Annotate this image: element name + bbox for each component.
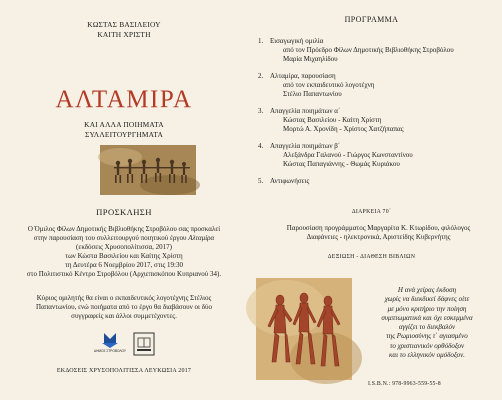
library-logo [133,332,155,356]
program-item-title: Αντιφωνήσεις [270,177,310,185]
quote-line: Η ανά χείρας έκδοση [397,286,457,294]
author-2: ΚΑΙΤΗ ΧΡΙΣΤΗ [97,30,151,39]
program-item-number: 4. [258,142,264,150]
presentation-credits [256,224,501,242]
invitation-line-1: Ο Όμιλος Φίλων Δημοτικής Βιβλιοθήκης Στροβόλου σας προσκαλεί [27,225,221,233]
invitation-line-4: των Κώστα Βασιλείου και Καίτης Χρίστη [65,252,183,260]
quote-line: το χριστιανικόν ορθόδοξον [389,341,465,350]
program-item-number: 5. [258,177,264,185]
presentation-credit: Παρουσίαση προγράμματος Μαργαρίτα Κ. Κτωρίδου, φιλόλογος [286,224,471,232]
program-item-title: Απαγγελία ποιημάτων α΄ [270,107,341,115]
invitation-text [0,225,262,279]
cave-painting-image [100,145,196,195]
program-item-detail: από τον εκπαιδευτικό λογοτέχνη [283,81,375,89]
program-item-detail: από τον Πρόεδρο Φίλων Δημοτικής Βιβλιοθήκης Στροβόλου [283,46,454,54]
rock-art-figures-image [256,278,352,380]
duration: ΔΙΑΡΚΕΙΑ 70΄ [351,209,392,215]
subtitle-line-2: ΣΥΛΛΕΙΤΟΥΡΓΗΜΑΤΑ [84,129,164,139]
program-panel [248,0,495,400]
speaker-note: Κύριος ομιλητής θα είναι ο εκπαιδευτικός λογοτέχνης Στέλιος Παπαντωνίου, ενώ ποιήματα από το έργο θα διαβάσουν οι δύο συγγραφείς και άλλοι συμμετέχοντες. [36,294,212,320]
program-item-detail: Αλεξάνδρα Γαλανού - Γιώργος Κωνσταντίνου [283,151,413,159]
invitation-date: τη Δευτέρα 6 Νοεμβρίου 2017, στις 19:30 [65,261,183,269]
program-item [258,37,498,64]
program-item-title: Απαγγελία ποιημάτων β΄ [270,142,341,150]
isbn: I.S.B.N.: 978-9963-559-55-8 [368,381,441,387]
program-item-number: 1. [258,37,264,45]
quote-line: συμπτωματικά και όχι εσκεμμένα [381,313,473,322]
book-title: ΑΛΤΑΜΙΡΑ [55,86,193,113]
quote-line: αγγίζει το διεκβαλόν [398,323,456,332]
program-item [258,142,498,169]
reception-note: ΔΕΞΙΩΣΗ - ΔΙΑΘΕΣΗ ΒΙΒΛΙΩΝ [327,254,416,260]
quote-line: με μόνο κριτήριο την ποίηση [387,304,467,313]
book-title-inline: Αλταμίρα [188,234,215,242]
program-item-detail: Μαρία Μιχαηλίδου [283,55,338,63]
program-title: ΠΡΟΓΡΑΜΜΑ [344,15,399,24]
program-list [258,37,498,194]
program-item-detail: Μορτώ Α. Χρονίδη - Χρίστος Χατζήπαπας [283,125,404,133]
program-item-title: Αλταμίρα, παρουσίαση [270,72,336,80]
invitation-line-3: (εκδόσεις Χρυσοπολίτισσα, 2017) [76,243,172,251]
presentation-credit: Διαφάνειες - ηλεκτρονικά, Αριστείδης Κυβερνήτης [306,233,451,241]
book-quote [352,286,502,360]
invitation-line-2: στην παρουσίαση του συλλειτουργού ποιητικού έργου Αλταμίρα [33,234,215,242]
municipality-logo [93,331,127,357]
program-item-detail: Στέλιο Παπαντωνίου [283,90,342,98]
program-item [258,107,498,134]
invitation-venue: στο Πολιτιστικό Κέντρο Στροβόλου (Αρχιεπισκόπου Κυπριανού 34). [26,270,222,278]
quote-line: χωρίς να διεκδικεί δάφνες οίτε [384,295,470,304]
program-item-title: Εισαγωγική ομιλία [270,37,324,45]
program-item-number: 2. [258,72,264,80]
quote-line: της Ρωμιοσύνης τ΄ αγιασμένο [386,332,468,341]
invitation-panel [0,0,248,400]
municipality-logo-text: ΔΗΜΟΣ ΣΤΡΟΒΟΛΟΥ [93,349,127,353]
program-item-detail: Κώστας Παπαγιάννης - Θωμάς Κυριάκου [283,160,400,168]
program-item-detail: Κώστας Βασιλείου - Καίτη Χρίστη [283,116,382,124]
book-subtitle [0,120,248,139]
program-item [258,177,498,186]
program-item [258,72,498,99]
quote-line: και το ελληνικόν ομόδοξον. [389,351,465,360]
authors [0,20,248,40]
invitation-heading: ΠΡΟΣΚΛΗΣΗ [96,207,152,217]
subtitle-line-1: ΚΑΙ ΑΛΛΑ ΠΟΙΗΜΑΤΑ [84,120,164,129]
program-item-number: 3. [258,107,264,115]
publisher: ΕΚΔΟΣΕΙΣ ΧΡΥΣΟΠΟΛΙΤΙΣΣΑ ΛΕΥΚΩΣΙΑ 2017 [56,368,192,374]
author-1: ΚΩΣΤΑΣ ΒΑΣΙΛΕΙΟΥ [87,20,161,29]
